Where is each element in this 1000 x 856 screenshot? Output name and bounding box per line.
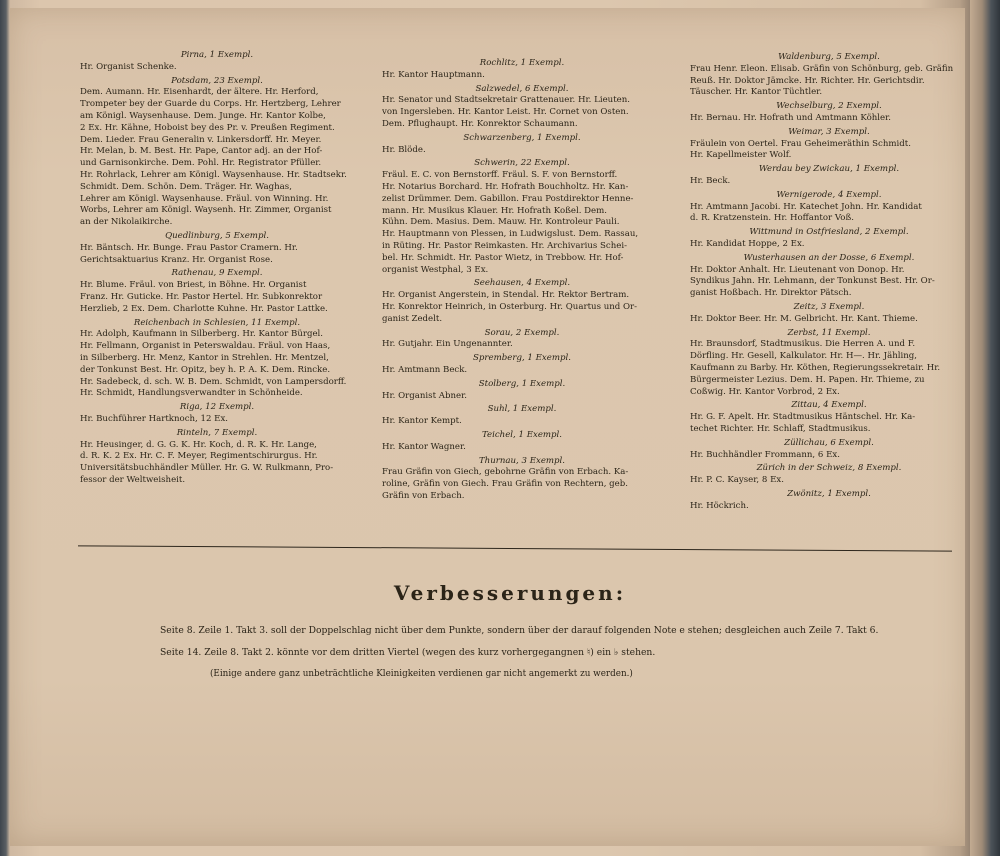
subscriber-line: Hr. Gutjahr. Ein Ungenannter. <box>382 339 513 350</box>
place-heading: Thurnau, 3 Exempl. <box>478 455 566 466</box>
subscriber-line: am Königl. Waysenhause. Dem. Junge. Hr. Kantor Kolbe, <box>80 110 326 121</box>
subscriber-line: Hr. Sadebeck, d. sch. W. B. Dem. Schmidt, von Lampersdorff. <box>80 376 347 387</box>
subscriber-line: Hr. Doktor Anhalt. Hr. Lieutenant von Donop. Hr. <box>690 264 905 275</box>
subscriber-line: Hr. Adolph, Kaufmann in Silberberg. Hr. Kantor Bürgel. <box>80 329 324 340</box>
page-edge <box>970 0 1000 856</box>
subscriber-line: bel. Hr. Schmidt. Hr. Pastor Wietz, in Trebbow. Hr. Hof- <box>382 252 624 263</box>
subscriber-line: techet Richter. Hr. Schlaff, Stadtmusikus. <box>690 423 871 434</box>
subscriber-line: Hr. Hauptmann von Plessen, in Ludwigslust. Dem. Rassau, <box>382 229 639 240</box>
subscriber-line: Hr. Doktor Beer. Hr. M. Gelbricht. Hr. Kant. Thieme. <box>690 313 918 324</box>
place-heading: Waldenburg, 5 Exempl. <box>778 52 880 62</box>
subscriber-line: der Tonkunst Best. Hr. Opitz, bey h. P. A. K. Dem. Rincke. <box>80 364 331 375</box>
column-2 <box>382 56 662 503</box>
place-entry <box>80 50 354 74</box>
place-heading: Werdau bey Zwickau, 1 Exempl. <box>758 164 900 175</box>
subscriber-line: Fräul. E. C. von Bernstorff. Fräul. S. F. von Bernstorff. <box>382 170 618 181</box>
place-entry <box>690 52 968 99</box>
column-1 <box>80 48 354 487</box>
place-entry <box>690 227 968 251</box>
divider-rule <box>78 545 952 551</box>
subscriber-line: Hr. Organist Schenke. <box>80 61 177 72</box>
place-entry <box>80 268 354 315</box>
place-entry <box>382 379 662 403</box>
place-entry <box>80 428 354 487</box>
place-entry <box>690 489 968 513</box>
place-heading: Potsdam, 23 Exempl. <box>171 75 263 86</box>
place-entry <box>382 353 662 377</box>
place-entry <box>690 127 968 162</box>
subscriber-line: Bürgermeister Lezius. Dem. H. Papen. Hr. Thieme, zu <box>690 374 925 385</box>
place-heading: Spremberg, 1 Exempl. <box>473 353 571 364</box>
place-entry <box>382 158 662 276</box>
subscriber-line: Coßwig. Hr. Kantor Vorbrod, 2 Ex. <box>690 386 840 397</box>
place-heading: Rochlitz, 1 Exempl. <box>479 58 565 68</box>
subscriber-line: d. R. K. 2 Ex. Hr. C. F. Meyer, Regimentschirurgus. Hr. <box>80 451 318 462</box>
subscriber-line: Hr. Bernau. Hr. Hofrath und Amtmann Köhler. <box>690 112 892 123</box>
subscriber-line: Hr. Kantor Wagner. <box>382 441 466 452</box>
subscriber-line: Hr. Beck. <box>690 175 731 186</box>
subscriber-line: von Ingersleben. Hr. Kantor Leist. Hr. Cornet von Osten. <box>382 107 629 118</box>
place-heading: Schwarzenberg, 1 Exempl. <box>463 132 581 143</box>
subscriber-line: Frau Henr. Eleon. Elisab. Gräfin von Schönburg, geb. Gräfin <box>690 63 954 74</box>
subscriber-line: Hr. Braunsdorf, Stadtmusikus. Die Herren A. und F. <box>690 339 916 350</box>
place-heading: Zürich in der Schweiz, 8 Exempl. <box>756 463 902 474</box>
subscriber-line: zelist Drümmer. Dem. Gabillon. Frau Postdirektor Henne- <box>382 193 634 204</box>
subscriber-line: Worbs, Lehrer am Königl. Waysenh. Hr. Zimmer, Organist <box>80 205 332 216</box>
place-heading: Schwerin, 22 Exempl. <box>474 158 570 169</box>
place-entry <box>690 164 968 188</box>
subscriber-line: in Rüting. Hr. Pastor Reimkasten. Hr. Archivarius Schei- <box>382 240 627 251</box>
subscriber-line: Hr. Fellmann, Organist in Peterswaldau. Fräul. von Haas, <box>80 341 331 352</box>
subscriber-line: Hr. Blöde. <box>382 144 426 155</box>
place-entry <box>382 404 662 428</box>
subscriber-line: Hr. Senator und Stadtsekretair Grattenauer. Hr. Lieuten. <box>382 95 630 106</box>
subscriber-line: Trompeter bey der Guarde du Corps. Hr. Hertzberg, Lehrer <box>80 99 341 110</box>
place-heading: Reichenbach in Schlesien, 11 Exempl. <box>133 317 301 328</box>
subscriber-line: Hr. G. F. Apelt. Hr. Stadtmusikus Häntschel. Hr. Ka- <box>690 412 916 423</box>
place-heading: Wusterhausen an der Dosse, 6 Exempl. <box>743 252 915 263</box>
place-heading: Pirna, 1 Exempl. <box>180 50 254 60</box>
subscriber-line: Frau Gräfin von Giech, gebohrne Gräfin von Erbach. Ka- <box>382 467 629 478</box>
place-entry <box>690 302 968 326</box>
place-heading: Rinteln, 7 Exempl. <box>176 427 258 438</box>
corrections-title: Verbesserungen: <box>393 581 627 605</box>
place-heading: Zwönitz, 1 Exempl. <box>787 488 871 499</box>
corrections-note: (Einige andere ganz unbeträchtliche Kleinigkeiten verdienen gar nicht angemerkt zu werden.) <box>210 669 633 679</box>
subscriber-line: Hr. Amtmann Jacobi. Hr. Katechet John. Hr. Kandidat <box>690 201 922 212</box>
subscriber-line: Hr. Blume. Fräul. von Briest, in Böhne. Hr. Organist <box>80 280 307 291</box>
subscriber-line: und Garnisonkirche. Dem. Pohl. Hr. Registrator Pfüller. <box>80 158 322 169</box>
subscriber-line: Hr. Kantor Kempt. <box>382 416 462 427</box>
subscriber-list <box>70 48 970 528</box>
subscriber-line: Hr. Melan, b. M. Best. Hr. Pape, Cantor adj. an der Hof- <box>80 146 323 157</box>
subscriber-line: Hr. Konrektor Heinrich, in Osterburg. Hr. Quartus und Or- <box>382 301 638 312</box>
place-heading: Quedlinburg, 5 Exempl. <box>165 230 269 241</box>
place-entry <box>382 456 662 503</box>
place-entry <box>690 328 968 399</box>
subscriber-line: Syndikus Jahn. Hr. Lehmann, der Tonkunst Best. Hr. Or- <box>690 276 935 287</box>
subscriber-line: Hr. Buchhändler Frommann, 6 Ex. <box>690 449 840 460</box>
place-entry <box>690 400 968 435</box>
subscriber-line: Hr. Heusinger, d. G. G. K. Hr. Koch, d. R. K. Hr. Lange, <box>80 439 317 450</box>
subscriber-line: ganist Zedelt. <box>382 313 443 324</box>
subscriber-line: Kühn. Dem. Masius. Dem. Mauw. Hr. Kontroleur Pauli. <box>382 217 620 228</box>
subscriber-line: Täuscher. Hr. Kantor Tüchtler. <box>690 87 823 98</box>
subscriber-line: Hr. Notarius Borchard. Hr. Hofrath Bouchholtz. Hr. Kan- <box>382 181 629 192</box>
subscriber-line: Reuß. Hr. Doktor Jämcke. Hr. Richter. Hr. Gerichtsdir. <box>690 75 925 86</box>
place-heading: Sorau, 2 Exempl. <box>484 327 560 338</box>
place-heading: Stolberg, 1 Exempl. <box>478 378 566 389</box>
place-entry <box>382 430 662 454</box>
subscriber-line: Gerichtsaktuarius Kranz. Hr. Organist Rose. <box>80 254 273 265</box>
subscriber-line: Hr. Höckrich. <box>690 500 749 511</box>
subscriber-line: Fräulein von Oertel. Frau Geheimeräthin Schmidt. <box>690 138 911 149</box>
place-entry <box>80 231 354 266</box>
subscriber-line: Dem. Aumann. Hr. Eisenhardt, der ältere. Hr. Herford, <box>80 87 319 98</box>
place-heading: Riga, 12 Exempl. <box>179 402 255 413</box>
subscriber-line: Universitätsbuchhändler Müller. Hr. G. W. Rulkmann, Pro- <box>80 463 334 474</box>
place-heading: Wittmund in Ostfriesland, 2 Exempl. <box>749 227 909 238</box>
place-entry <box>382 278 662 325</box>
subscriber-line: organist Westphal, 3 Ex. <box>382 264 489 275</box>
place-heading: Rathenau, 9 Exempl. <box>171 268 263 279</box>
place-heading: Seehausen, 4 Exempl. <box>473 278 571 289</box>
place-entry <box>80 318 354 401</box>
subscriber-line: Hr. P. C. Kayser, 8 Ex. <box>690 475 784 486</box>
subscriber-line: Kaufmann zu Barby. Hr. Köthen, Regierungssekretair. Hr. <box>690 362 941 373</box>
subscriber-line: Dem. Pflughaupt. Hr. Konrektor Schaumann. <box>382 118 578 129</box>
place-entry <box>690 190 968 225</box>
subscriber-line: ganist Hoßbach. Hr. Direktor Pätsch. <box>690 288 852 299</box>
place-heading: Zittau, 4 Exempl. <box>791 400 867 411</box>
subscriber-line: Dem. Lieder. Frau Generalin v. Linkersdorff. Hr. Meyer. <box>80 134 322 145</box>
place-entry <box>382 84 662 131</box>
subscriber-line: in Silberberg. Hr. Menz, Kantor in Strehlen. Hr. Mentzel, <box>80 352 329 363</box>
place-heading: Zeitz, 3 Exempl. <box>793 301 865 312</box>
subscriber-line: 2 Ex. Hr. Kähne, Hoboist bey des Pr. v. Preußen Regiment. <box>80 122 335 133</box>
place-heading: Suhl, 1 Exempl. <box>487 404 557 415</box>
subscriber-line: Dörfling. Hr. Gesell, Kalkulator. Hr. H—. Hr. Jähling, <box>690 351 918 362</box>
subscriber-line: Gräfin von Erbach. <box>382 490 465 501</box>
place-entry <box>690 253 968 300</box>
place-entry <box>690 101 968 125</box>
subscriber-line: Hr. Schmidt, Handlungsverwandter in Schönheide. <box>80 388 303 399</box>
subscriber-line: Hr. Organist Angerstein, in Stendal. Hr. Rektor Bertram. <box>382 290 630 301</box>
place-heading: Teichel, 1 Exempl. <box>481 429 563 440</box>
subscriber-line: Schmidt. Dem. Schön. Dem. Träger. Hr. Waghas, <box>80 181 292 192</box>
place-entry <box>382 58 662 82</box>
place-entry <box>382 328 662 352</box>
subscriber-line: Herzlieb, 2 Ex. Dem. Charlotte Kuhne. Hr. Pastor Lattke. <box>80 303 328 314</box>
place-heading: Salzwedel, 6 Exempl. <box>475 83 569 94</box>
page <box>10 8 965 846</box>
subscriber-line: Hr. Kapellmeister Wolf. <box>690 150 792 161</box>
place-entry <box>382 133 662 157</box>
correction-line-1: Seite 8. Zeile 1. Takt 3. soll der Doppelschlag nicht über dem Punkte, sondern über der darauf folgenden Note e stehen; desgleichen auch Zeile 7. Takt 6. <box>160 625 879 636</box>
subscriber-line: an der Nikolaikirche. <box>80 217 173 228</box>
subscriber-line: Hr. Rohrlack, Lehrer am Königl. Waysenhause. Hr. Stadtsekr. <box>80 169 347 180</box>
subscriber-line: roline, Gräfin von Giech. Frau Gräfin von Rechtern, geb. <box>382 479 628 490</box>
place-entry <box>80 402 354 426</box>
place-heading: Züllichau, 6 Exempl. <box>784 437 874 448</box>
subscriber-line: Hr. Buchführer Hartknoch, 12 Ex. <box>80 413 229 424</box>
place-entry <box>80 76 354 229</box>
column-3 <box>690 50 968 512</box>
subscriber-line: fessor der Weltweisheit. <box>80 474 186 485</box>
subscriber-line: Hr. Kandidat Hoppe, 2 Ex. <box>690 238 805 249</box>
subscriber-line: Franz. Hr. Guticke. Hr. Pastor Hertel. Hr. Subkonrektor <box>80 291 323 302</box>
place-heading: Weimar, 3 Exempl. <box>788 126 870 137</box>
place-heading: Wechselburg, 2 Exempl. <box>776 101 882 112</box>
subscriber-line: mann. Hr. Musikus Klauer. Hr. Hofrath Koßel. Dem. <box>382 205 608 216</box>
place-entry <box>690 463 968 487</box>
subscriber-line: Hr. Kantor Hauptmann. <box>382 69 485 80</box>
correction-line-2: Seite 14. Zeile 8. Takt 2. könnte vor dem dritten Viertel (wegen des kurz vorhergegangnen ♮) ein ♭ stehen. <box>160 647 656 658</box>
subscriber-line: Hr. Bäntsch. Hr. Bunge. Frau Pastor Cramern. Hr. <box>80 242 298 253</box>
place-heading: Wernigerode, 4 Exempl. <box>776 189 882 200</box>
place-entry <box>690 438 968 462</box>
place-heading: Zerbst, 11 Exempl. <box>787 327 871 338</box>
subscriber-line: Lehrer am Königl. Waysenhause. Fräul. von Winning. Hr. <box>80 193 329 204</box>
subscriber-line: Hr. Amtmann Beck. <box>382 364 468 375</box>
subscriber-line: d. R. Kratzenstein. Hr. Hoffantor Voß. <box>690 213 854 224</box>
subscriber-line: Hr. Organist Abner. <box>382 390 468 401</box>
